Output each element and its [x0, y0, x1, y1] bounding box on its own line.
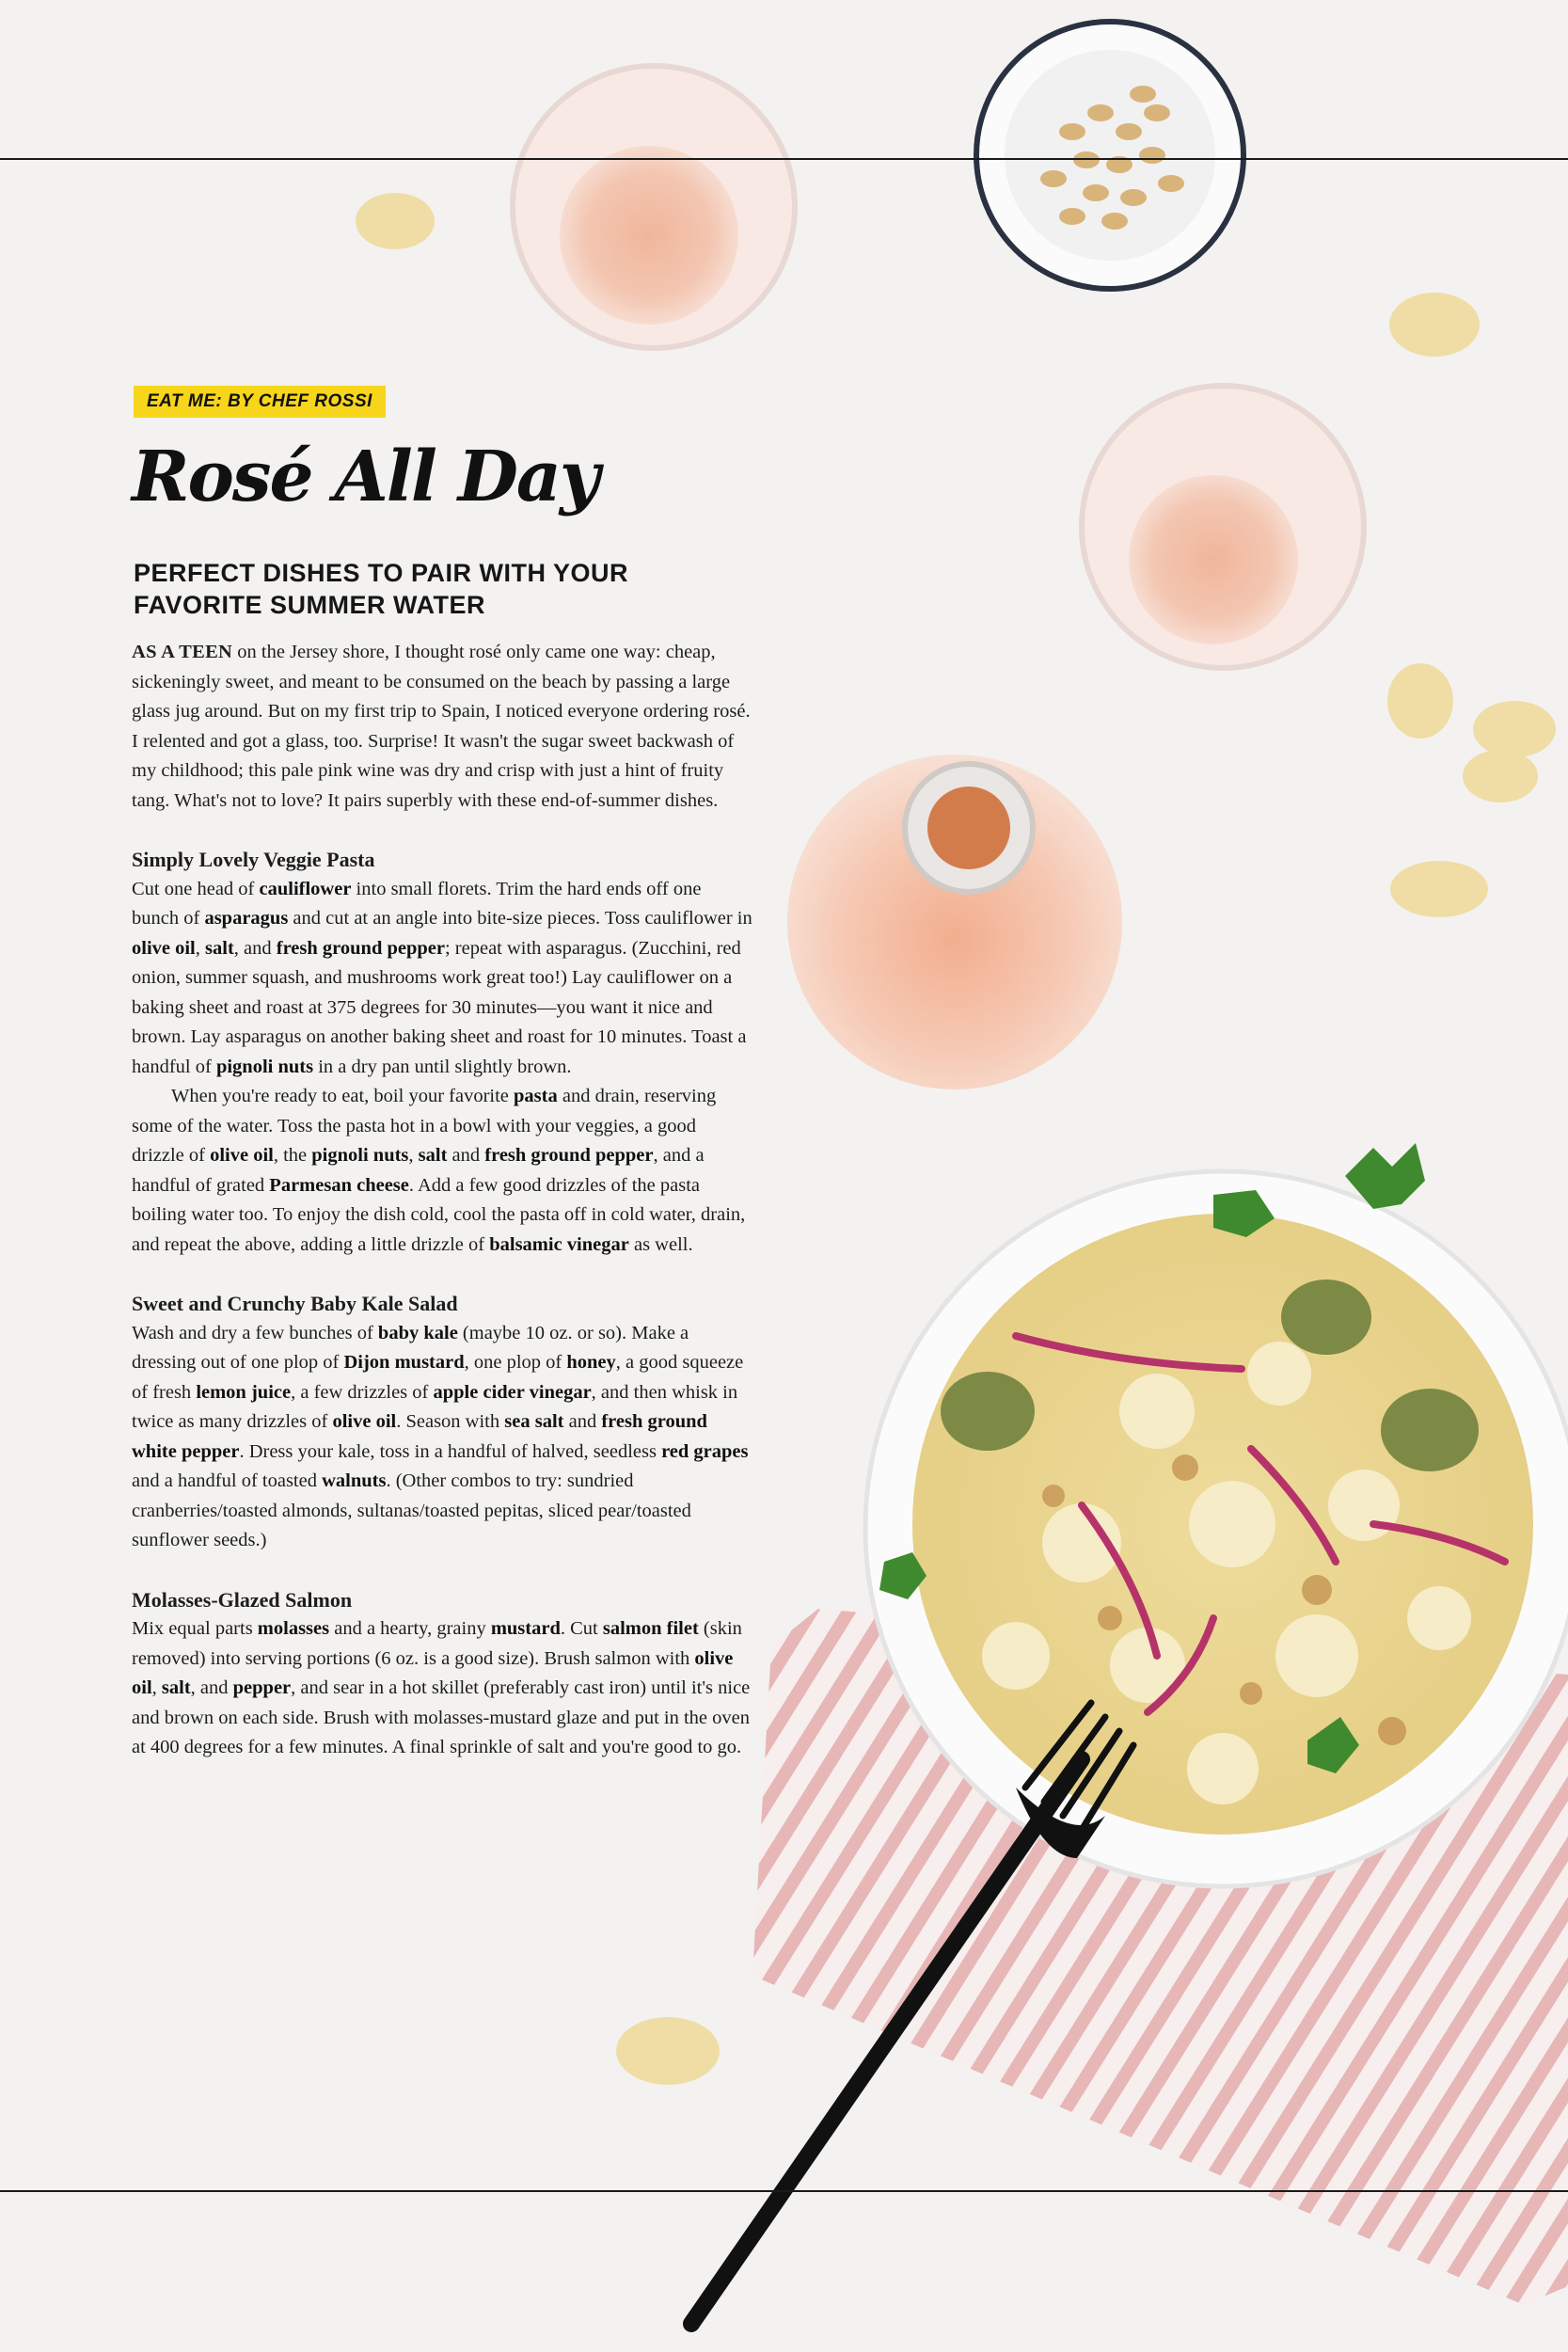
ingredient: fresh ground pepper — [276, 937, 445, 959]
recipe-text: into small florets. Trim the hard ends off one bunch of — [132, 878, 702, 929]
ingredient: sea salt — [504, 1411, 564, 1432]
recipe-text: , the — [273, 1145, 312, 1166]
article-title: Rosé All Day — [132, 437, 598, 517]
recipe-paragraph — [132, 1319, 752, 1556]
recipe-text: , — [151, 1677, 162, 1698]
recipe-text: , and a handful of grated — [132, 1145, 705, 1196]
recipe-heading: Sweet and Crunchy Baby Kale Salad — [132, 1292, 458, 1315]
recipe-text: ; repeat with asparagus. (Zucchini, red onion, summer squash, and mushrooms work great too!) Lay cauliflower on a baking sheet and roast at 375 degrees for 30 minutes—you want it nice and brown. Lay asparagus on another baking sheet and roast for 10 minutes. Toast a handful of — [132, 937, 747, 1077]
recipe-text: , and — [233, 937, 277, 959]
ingredient: asparagus — [204, 908, 289, 929]
article-subtitle: PERFECT DISHES TO PAIR WITH YOUR FAVORITE SUMMER WATER — [134, 559, 629, 619]
recipe-text: , — [195, 937, 206, 959]
recipe-text: and cut at an angle into bite-size pieces. Toss cauliflower in — [288, 908, 752, 929]
ingredient: pasta — [514, 1086, 558, 1106]
ingredient: Parmesan cheese — [269, 1174, 409, 1196]
recipe-text: Cut one head of — [132, 878, 260, 899]
recipe-text: , one plop of — [464, 1352, 567, 1373]
ingredient: salt — [205, 937, 234, 959]
ingredient: salt — [161, 1677, 191, 1698]
recipe-text: , and then whisk in twice as many drizzles of — [132, 1381, 738, 1432]
rose-glass-right — [1082, 386, 1364, 668]
ingredient: mustard — [490, 1618, 561, 1639]
recipe-text: and — [447, 1145, 485, 1166]
recipe-heading: Simply Lovely Veggie Pasta — [132, 848, 375, 871]
recipe-text: and — [563, 1411, 602, 1432]
recipe-text: (maybe 10 oz. or so). Make a dressing out of one plop of — [132, 1322, 689, 1373]
ingredient: apple cider vinegar — [433, 1381, 592, 1403]
ingredient: pignoli nuts — [215, 1056, 314, 1077]
recipe-text: , a good squeeze of fresh — [132, 1352, 744, 1403]
recipe-text: , a few drizzles of — [291, 1381, 434, 1403]
recipe-text: . Cut — [560, 1618, 603, 1639]
rose-glass-left — [513, 66, 795, 348]
top-rule — [0, 158, 1568, 160]
ingredient: fresh ground white pepper — [132, 1411, 707, 1462]
ingredient: molasses — [257, 1618, 330, 1639]
recipe-text: . Add a few good drizzles of the pasta boiling water too. To enjoy the dish cold, cool the pasta off in cold water, drain, and repeat the above, adding a little drizzle of — [132, 1174, 746, 1255]
ingredient: olive oil — [132, 1647, 734, 1698]
ingredient: fresh ground pepper — [484, 1145, 654, 1166]
recipe-text: , — [408, 1145, 419, 1166]
recipe-text: in a dry pan until slightly brown. — [313, 1056, 572, 1077]
recipe-text: . Season with — [396, 1411, 505, 1432]
recipe-heading: Molasses-Glazed Salmon — [132, 1587, 353, 1612]
ingredient: pignoli nuts — [311, 1145, 409, 1166]
ingredient: balsamic vinegar — [489, 1233, 629, 1255]
recipe-text: , and — [190, 1677, 233, 1698]
ingredient: olive oil — [132, 937, 196, 959]
ingredient: olive oil — [332, 1411, 397, 1432]
article-body — [132, 638, 752, 1763]
ingredient: salt — [418, 1145, 448, 1166]
recipe-paragraph — [132, 875, 752, 1083]
recipe-text: (skin removed) into serving portions (6 oz. is a good size). Brush salmon with — [132, 1618, 742, 1669]
recipe-text: Mix equal parts — [132, 1618, 258, 1639]
column-kicker: EAT ME: BY CHEF ROSSI — [134, 386, 386, 418]
recipe-text: and a handful of toasted — [132, 1470, 323, 1491]
ingredient: lemon juice — [196, 1381, 292, 1403]
recipe-text: and a hearty, grainy — [329, 1618, 491, 1639]
ingredient: red grapes — [661, 1440, 749, 1462]
ingredient: baby kale — [377, 1322, 458, 1343]
ingredient: honey — [566, 1352, 616, 1373]
recipe-text: When you're ready to eat, boil your favorite — [171, 1086, 515, 1106]
recipe-text: . Dress your kale, toss in a handful of halved, seedless — [239, 1440, 662, 1462]
recipe-text: and drain, reserving some of the water. Toss the pasta hot in a bowl with your veggies, a good drizzle of — [132, 1086, 717, 1166]
ingredient: walnuts — [322, 1470, 387, 1491]
ingredient: cauliflower — [259, 878, 352, 899]
pine-nut-bowl — [976, 22, 1243, 289]
ingredient: Dijon mustard — [343, 1352, 465, 1373]
recipe-text: , and sear in a hot skillet (preferably cast iron) until it's nice and brown on each side. Brush with molasses-mustard glaze and put in the oven at 400 degrees for a few minutes. A final sprinkle of salt and you're good to go. — [132, 1677, 751, 1757]
intro-paragraph — [132, 638, 752, 816]
intro-text: on the Jersey shore, I thought rosé only came one way: cheap, sickeningly sweet, and meant to be consumed on the beach by passing a large glass jug around. But on my first trip to Spain, I noticed everyone ordering rosé. I relented and got a glass, too. Surprise! It wasn't the sugar sweet backwash of my childhood; this pale pink wine was dry and crisp with just a hint of fruity tang. What's not to love? It pairs superbly with these end-of-summer dishes. — [132, 642, 751, 811]
bottom-rule — [0, 2190, 1568, 2192]
recipe-text: . (Other combos to try: sundried cranberries/toasted almonds, sultanas/toasted pepitas, sliced pear/toasted sunflower seeds.) — [132, 1470, 691, 1550]
recipe-text: Wash and dry a few bunches of — [132, 1322, 378, 1343]
recipe-paragraph — [132, 1082, 752, 1260]
ingredient: salmon filet — [602, 1618, 699, 1639]
recipe-text: as well. — [628, 1233, 693, 1255]
intro-lead: AS A TEEN — [132, 642, 233, 662]
recipe-paragraph — [132, 1614, 752, 1763]
ingredient: olive oil — [210, 1145, 274, 1166]
rose-bottle — [787, 755, 1122, 1089]
ingredient: pepper — [232, 1677, 292, 1698]
